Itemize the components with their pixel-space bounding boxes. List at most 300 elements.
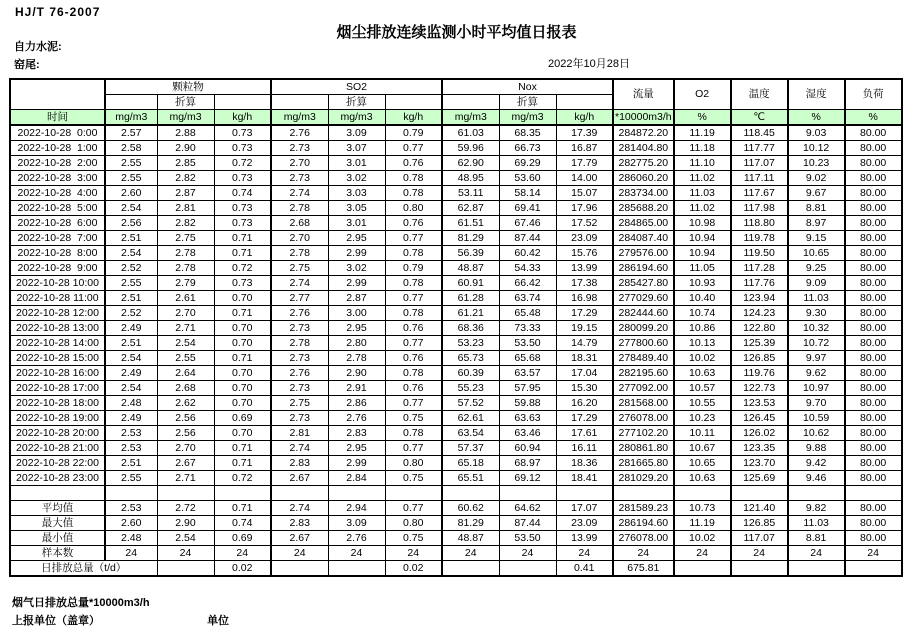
- value-cell: [271, 561, 328, 577]
- value-cell: 2.74: [271, 441, 328, 456]
- value-cell: 17.29: [556, 306, 613, 321]
- value-cell: 53.11: [442, 186, 499, 201]
- data-row: [10, 411, 902, 426]
- time-cell: 2022-10-28 19:00: [10, 411, 105, 426]
- value-cell: 80.00: [845, 531, 902, 546]
- value-cell: 10.94: [674, 231, 731, 246]
- value-cell: 11.03: [788, 516, 845, 531]
- empty-cell: [499, 486, 556, 501]
- empty-cell: [674, 486, 731, 501]
- value-cell: 80.00: [845, 141, 902, 156]
- value-cell: 61.21: [442, 306, 499, 321]
- value-cell: 281029.20: [613, 471, 674, 486]
- value-cell: 126.02: [731, 426, 788, 441]
- value-cell: 2.87: [157, 186, 214, 201]
- time-cell: 2022-10-28 3:00: [10, 171, 105, 186]
- data-row: [10, 231, 902, 246]
- report-table: [9, 78, 903, 577]
- load-unit: %: [845, 110, 902, 126]
- value-cell: 2.95: [328, 321, 385, 336]
- value-cell: 3.03: [328, 186, 385, 201]
- value-cell: 0.78: [385, 186, 442, 201]
- summary-row: [10, 546, 902, 561]
- summary-label: 最小值: [10, 531, 105, 546]
- value-cell: 10.11: [674, 426, 731, 441]
- time-cell: 2022-10-28 13:00: [10, 321, 105, 336]
- value-cell: 14.00: [556, 171, 613, 186]
- value-cell: 10.63: [674, 471, 731, 486]
- value-cell: 2.60: [105, 516, 157, 531]
- flow-header: 流量: [613, 79, 674, 110]
- pm-kgh-unit: kg/h: [214, 110, 271, 126]
- value-cell: 53.50: [499, 531, 556, 546]
- value-cell: 9.88: [788, 441, 845, 456]
- value-cell: 3.01: [328, 156, 385, 171]
- separator-row: [10, 486, 902, 501]
- value-cell: 87.44: [499, 516, 556, 531]
- value-cell: 0.02: [214, 561, 271, 577]
- company-label: 自力水泥:: [14, 41, 62, 53]
- value-cell: 0.71: [214, 501, 271, 516]
- value-cell: 8.81: [788, 201, 845, 216]
- value-cell: 2.70: [157, 306, 214, 321]
- value-cell: 3.05: [328, 201, 385, 216]
- value-cell: 9.62: [788, 366, 845, 381]
- value-cell: 0.70: [214, 321, 271, 336]
- summary-label: 样本数: [10, 546, 105, 561]
- value-cell: 277800.60: [613, 336, 674, 351]
- flow-unit: *10000m3/h: [613, 110, 674, 126]
- value-cell: 60.91: [442, 276, 499, 291]
- value-cell: 282444.60: [613, 306, 674, 321]
- flue-total-note: 烟气日排放总量*10000m3/h: [12, 597, 150, 609]
- value-cell: 2.52: [105, 306, 157, 321]
- value-cell: 0.80: [385, 456, 442, 471]
- value-cell: 0.70: [214, 396, 271, 411]
- so2-raw-subheader: [271, 95, 328, 110]
- value-cell: 10.23: [788, 156, 845, 171]
- value-cell: 17.29: [556, 411, 613, 426]
- summary-label: 最大值: [10, 516, 105, 531]
- value-cell: 10.73: [674, 501, 731, 516]
- value-cell: 280861.80: [613, 441, 674, 456]
- value-cell: 17.61: [556, 426, 613, 441]
- nox-raw-subheader: [442, 95, 499, 110]
- data-row: [10, 471, 902, 486]
- value-cell: 2.51: [105, 231, 157, 246]
- value-cell: 11.19: [674, 516, 731, 531]
- value-cell: 2.55: [105, 471, 157, 486]
- value-cell: 2.95: [328, 441, 385, 456]
- value-cell: 9.97: [788, 351, 845, 366]
- value-cell: 2.56: [157, 426, 214, 441]
- value-cell: 2.74: [271, 276, 328, 291]
- value-cell: 117.76: [731, 276, 788, 291]
- value-cell: 15.30: [556, 381, 613, 396]
- value-cell: 80.00: [845, 441, 902, 456]
- value-cell: 9.09: [788, 276, 845, 291]
- value-cell: 10.86: [674, 321, 731, 336]
- value-cell: 17.38: [556, 276, 613, 291]
- time-cell: 2022-10-28 5:00: [10, 201, 105, 216]
- value-cell: 2.78: [328, 351, 385, 366]
- value-cell: 80.00: [845, 231, 902, 246]
- value-cell: 3.02: [328, 171, 385, 186]
- value-cell: 9.15: [788, 231, 845, 246]
- empty-cell: [845, 486, 902, 501]
- empty-cell: [442, 486, 499, 501]
- data-row: [10, 456, 902, 471]
- value-cell: 62.61: [442, 411, 499, 426]
- humidity-header: 湿度: [788, 79, 845, 110]
- value-cell: 122.80: [731, 321, 788, 336]
- value-cell: 2.76: [328, 411, 385, 426]
- value-cell: 80.00: [845, 516, 902, 531]
- temp-unit: ℃: [731, 110, 788, 126]
- time-cell: 2022-10-28 20:00: [10, 426, 105, 441]
- value-cell: 117.77: [731, 141, 788, 156]
- pm-group-header: 颗粒物: [105, 79, 271, 95]
- data-row: [10, 321, 902, 336]
- value-cell: 0.71: [214, 231, 271, 246]
- value-cell: [157, 561, 214, 577]
- value-cell: 24: [271, 546, 328, 561]
- empty-cell: [157, 486, 214, 501]
- value-cell: 17.04: [556, 366, 613, 381]
- value-cell: 10.59: [788, 411, 845, 426]
- value-cell: 2.51: [105, 456, 157, 471]
- data-row: [10, 276, 902, 291]
- value-cell: 65.18: [442, 456, 499, 471]
- value-cell: 284872.20: [613, 125, 674, 141]
- value-cell: 277029.60: [613, 291, 674, 306]
- value-cell: 80.00: [845, 321, 902, 336]
- data-row: [10, 351, 902, 366]
- value-cell: 279576.00: [613, 246, 674, 261]
- time-cell: 2022-10-28 1:00: [10, 141, 105, 156]
- daily-total-row: [10, 561, 902, 577]
- value-cell: 2.54: [105, 351, 157, 366]
- value-cell: 2.53: [105, 426, 157, 441]
- value-cell: 80.00: [845, 201, 902, 216]
- value-cell: 68.35: [499, 125, 556, 141]
- value-cell: 284087.40: [613, 231, 674, 246]
- value-cell: 281589.23: [613, 501, 674, 516]
- time-cell: 2022-10-28 4:00: [10, 186, 105, 201]
- value-cell: 11.19: [674, 125, 731, 141]
- value-cell: 126.85: [731, 351, 788, 366]
- value-cell: 55.23: [442, 381, 499, 396]
- value-cell: 285427.80: [613, 276, 674, 291]
- value-cell: 2.90: [157, 516, 214, 531]
- value-cell: 2.48: [105, 531, 157, 546]
- value-cell: 10.57: [674, 381, 731, 396]
- value-cell: 81.29: [442, 231, 499, 246]
- value-cell: 80.00: [845, 366, 902, 381]
- value-cell: 0.02: [385, 561, 442, 577]
- value-cell: 3.09: [328, 516, 385, 531]
- value-cell: [328, 561, 385, 577]
- value-cell: 2.75: [271, 396, 328, 411]
- summary-row: [10, 501, 902, 516]
- value-cell: 0.70: [214, 381, 271, 396]
- value-cell: 24: [556, 546, 613, 561]
- value-cell: 80.00: [845, 456, 902, 471]
- value-cell: 3.07: [328, 141, 385, 156]
- header-units-row: [10, 110, 902, 126]
- value-cell: 3.01: [328, 216, 385, 231]
- value-cell: 0.71: [214, 246, 271, 261]
- value-cell: 2.48: [105, 396, 157, 411]
- value-cell: 80.00: [845, 501, 902, 516]
- value-cell: 2.56: [105, 216, 157, 231]
- value-cell: 282195.60: [613, 366, 674, 381]
- value-cell: 2.71: [157, 321, 214, 336]
- value-cell: 11.02: [674, 171, 731, 186]
- value-cell: 48.87: [442, 261, 499, 276]
- value-cell: 80.00: [845, 216, 902, 231]
- value-cell: 2.70: [271, 231, 328, 246]
- empty-cell: [385, 486, 442, 501]
- value-cell: 3.00: [328, 306, 385, 321]
- value-cell: 2.83: [328, 426, 385, 441]
- value-cell: 2.56: [157, 411, 214, 426]
- value-cell: 63.46: [499, 426, 556, 441]
- value-cell: 2.68: [271, 216, 328, 231]
- value-cell: 80.00: [845, 125, 902, 141]
- value-cell: 286060.20: [613, 171, 674, 186]
- value-cell: 117.11: [731, 171, 788, 186]
- time-cell: 2022-10-28 16:00: [10, 366, 105, 381]
- value-cell: 13.99: [556, 261, 613, 276]
- value-cell: 63.74: [499, 291, 556, 306]
- value-cell: 2.73: [271, 381, 328, 396]
- value-cell: 2.73: [271, 141, 328, 156]
- value-cell: 2.49: [105, 321, 157, 336]
- value-cell: 125.39: [731, 336, 788, 351]
- value-cell: 10.02: [674, 351, 731, 366]
- data-row: [10, 366, 902, 381]
- value-cell: 60.39: [442, 366, 499, 381]
- value-cell: 2.84: [328, 471, 385, 486]
- value-cell: 276078.00: [613, 411, 674, 426]
- value-cell: 286194.60: [613, 261, 674, 276]
- value-cell: 2.53: [105, 441, 157, 456]
- value-cell: 68.36: [442, 321, 499, 336]
- summary-label: 平均值: [10, 501, 105, 516]
- value-cell: 10.65: [788, 246, 845, 261]
- value-cell: 24: [442, 546, 499, 561]
- value-cell: 2.80: [328, 336, 385, 351]
- value-cell: 2.60: [105, 186, 157, 201]
- value-cell: 281568.00: [613, 396, 674, 411]
- value-cell: 10.32: [788, 321, 845, 336]
- value-cell: 53.60: [499, 171, 556, 186]
- value-cell: 277102.20: [613, 426, 674, 441]
- empty-cell: [788, 486, 845, 501]
- empty-cell: [10, 486, 105, 501]
- o2-header: O2: [674, 79, 731, 110]
- value-cell: 2.55: [157, 351, 214, 366]
- value-cell: 0.41: [556, 561, 613, 577]
- value-cell: 122.73: [731, 381, 788, 396]
- value-cell: 2.55: [105, 156, 157, 171]
- value-cell: 10.72: [788, 336, 845, 351]
- value-cell: 0.70: [214, 366, 271, 381]
- value-cell: 10.40: [674, 291, 731, 306]
- value-cell: 18.36: [556, 456, 613, 471]
- value-cell: 64.62: [499, 501, 556, 516]
- value-cell: 0.76: [385, 321, 442, 336]
- value-cell: 0.73: [214, 125, 271, 141]
- value-cell: 17.39: [556, 125, 613, 141]
- value-cell: 0.71: [214, 351, 271, 366]
- value-cell: 675.81: [613, 561, 674, 577]
- value-cell: 63.57: [499, 366, 556, 381]
- value-cell: 117.28: [731, 261, 788, 276]
- value-cell: 59.88: [499, 396, 556, 411]
- value-cell: 87.44: [499, 231, 556, 246]
- location-label: 窑尾:: [14, 59, 40, 71]
- value-cell: 14.79: [556, 336, 613, 351]
- value-cell: 80.00: [845, 171, 902, 186]
- value-cell: 3.02: [328, 261, 385, 276]
- value-cell: 24: [385, 546, 442, 561]
- value-cell: 0.70: [214, 291, 271, 306]
- value-cell: [845, 561, 902, 577]
- value-cell: 2.58: [105, 141, 157, 156]
- value-cell: 2.55: [105, 171, 157, 186]
- report-unit-label: 上报单位（盖章）: [12, 615, 100, 627]
- value-cell: 2.78: [271, 246, 328, 261]
- data-row: [10, 291, 902, 306]
- value-cell: 0.73: [214, 216, 271, 231]
- value-cell: 65.68: [499, 351, 556, 366]
- value-cell: 278489.40: [613, 351, 674, 366]
- value-cell: 10.93: [674, 276, 731, 291]
- value-cell: 119.50: [731, 246, 788, 261]
- time-cell: 2022-10-28 17:00: [10, 381, 105, 396]
- value-cell: 2.78: [157, 261, 214, 276]
- value-cell: 2.76: [271, 366, 328, 381]
- value-cell: 2.73: [271, 351, 328, 366]
- value-cell: 24: [845, 546, 902, 561]
- value-cell: 0.76: [385, 351, 442, 366]
- value-cell: 2.87: [328, 291, 385, 306]
- value-cell: 23.09: [556, 231, 613, 246]
- value-cell: 62.87: [442, 201, 499, 216]
- value-cell: 10.67: [674, 441, 731, 456]
- value-cell: 69.41: [499, 201, 556, 216]
- value-cell: [499, 561, 556, 577]
- value-cell: 277092.00: [613, 381, 674, 396]
- value-cell: 0.78: [385, 426, 442, 441]
- value-cell: 281665.80: [613, 456, 674, 471]
- value-cell: 24: [613, 546, 674, 561]
- value-cell: 80.00: [845, 381, 902, 396]
- value-cell: 2.78: [271, 201, 328, 216]
- value-cell: 9.25: [788, 261, 845, 276]
- value-cell: 65.48: [499, 306, 556, 321]
- value-cell: 2.85: [157, 156, 214, 171]
- value-cell: 80.00: [845, 246, 902, 261]
- value-cell: 67.46: [499, 216, 556, 231]
- data-row: [10, 141, 902, 156]
- value-cell: 2.82: [157, 171, 214, 186]
- value-cell: 0.73: [214, 171, 271, 186]
- time-cell: 2022-10-28 7:00: [10, 231, 105, 246]
- value-cell: 23.09: [556, 516, 613, 531]
- data-row: [10, 186, 902, 201]
- value-cell: 123.53: [731, 396, 788, 411]
- value-cell: 117.98: [731, 201, 788, 216]
- value-cell: 24: [328, 546, 385, 561]
- value-cell: 123.94: [731, 291, 788, 306]
- table-body: [10, 125, 902, 576]
- empty-cell: [731, 486, 788, 501]
- empty-cell: [271, 486, 328, 501]
- time-cell: 2022-10-28 0:00: [10, 125, 105, 141]
- value-cell: 80.00: [845, 471, 902, 486]
- value-cell: 2.68: [157, 381, 214, 396]
- value-cell: 0.77: [385, 141, 442, 156]
- report-unit-line: [12, 612, 229, 628]
- value-cell: 0.76: [385, 216, 442, 231]
- so2-converted-unit: mg/m3: [328, 110, 385, 126]
- time-column-header: 时间: [10, 110, 105, 126]
- value-cell: 73.33: [499, 321, 556, 336]
- value-cell: 24: [157, 546, 214, 561]
- value-cell: 10.62: [788, 426, 845, 441]
- value-cell: 117.07: [731, 531, 788, 546]
- value-cell: 285688.20: [613, 201, 674, 216]
- value-cell: 2.88: [157, 125, 214, 141]
- value-cell: 60.94: [499, 441, 556, 456]
- value-cell: 0.73: [214, 141, 271, 156]
- value-cell: 57.37: [442, 441, 499, 456]
- value-cell: 2.99: [328, 456, 385, 471]
- value-cell: 80.00: [845, 186, 902, 201]
- so2-mgm3-unit: mg/m3: [271, 110, 328, 126]
- time-cell: 2022-10-28 15:00: [10, 351, 105, 366]
- data-row: [10, 336, 902, 351]
- value-cell: 17.52: [556, 216, 613, 231]
- value-cell: 18.31: [556, 351, 613, 366]
- value-cell: 48.87: [442, 531, 499, 546]
- data-row: [10, 441, 902, 456]
- value-cell: 2.70: [271, 156, 328, 171]
- value-cell: 11.05: [674, 261, 731, 276]
- value-cell: 24: [674, 546, 731, 561]
- value-cell: 2.73: [271, 411, 328, 426]
- value-cell: 2.78: [157, 246, 214, 261]
- value-cell: 0.71: [214, 441, 271, 456]
- value-cell: 123.70: [731, 456, 788, 471]
- value-cell: 81.29: [442, 516, 499, 531]
- empty-cell: [214, 486, 271, 501]
- value-cell: 11.10: [674, 156, 731, 171]
- value-cell: 0.80: [385, 516, 442, 531]
- value-cell: 0.77: [385, 336, 442, 351]
- data-row: [10, 426, 902, 441]
- value-cell: 0.78: [385, 276, 442, 291]
- value-cell: 2.64: [157, 366, 214, 381]
- value-cell: 80.00: [845, 306, 902, 321]
- time-cell: 2022-10-28 12:00: [10, 306, 105, 321]
- value-cell: 16.98: [556, 291, 613, 306]
- value-cell: 15.76: [556, 246, 613, 261]
- time-cell: 2022-10-28 11:00: [10, 291, 105, 306]
